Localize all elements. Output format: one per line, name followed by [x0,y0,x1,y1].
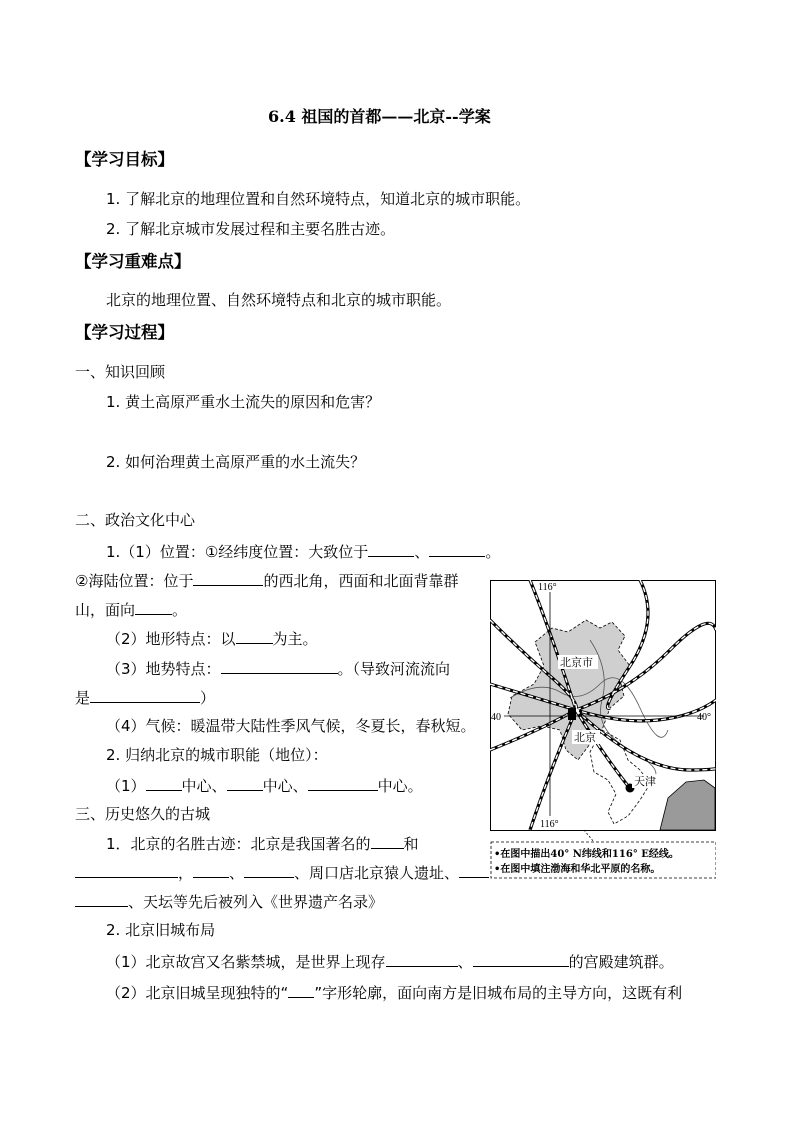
process-heading: 【学习过程】 [75,323,174,342]
goal-item: 2. 了解北京城市发展过程和主要名胜古迹。 [106,220,396,238]
center-text: 中心、 [262,777,308,795]
terrain-line [106,628,318,649]
palace-line [106,951,674,972]
function-line: 2. 归纳北京的城市职能（地位）： [106,746,328,764]
answer-blank[interactable] [308,775,378,791]
page-title: 6.4 祖国的首都——北京--学案 [268,107,491,126]
period-text: 。 [172,601,188,619]
goal-item: 1. 了解北京的地理位置和自然环境特点，知道北京的城市职能。 [106,190,531,208]
part2-heading: 二、政治文化中心 [75,511,196,529]
answer-blank[interactable] [236,628,273,644]
location-line [106,541,500,562]
key-points-text: 北京的地理位置、自然环境特点和北京的城市职能。 [106,291,452,309]
separator-text: 、 [414,543,430,561]
answer-blank[interactable] [244,862,294,878]
sites-line-3 [75,891,383,912]
answer-blank[interactable] [193,570,263,586]
lat-label-left: 40 [491,712,501,723]
answer-blank[interactable] [146,775,182,791]
answer-blank[interactable] [459,862,489,878]
goals-heading: 【学习目标】 [75,150,174,169]
period-text: 。 [485,543,501,561]
answer-blank[interactable] [473,951,569,967]
sea-land-text: ②海陆位置：位于 [75,572,194,590]
answer-blank[interactable] [227,775,263,791]
answer-blank[interactable] [368,541,414,557]
climate-line: （4）气候：暖温带大陆性季风气候，冬夏长，春秋短。 [106,717,476,735]
lat-label-right: 40° [697,712,711,723]
answer-blank[interactable] [386,951,458,967]
palace-text: （1）北京故宫又名紫禁城，是世界上现存 [106,953,386,971]
facing-text: 山，面向 [75,601,136,619]
lon-label-top: 116° [538,582,557,593]
answer-blank[interactable] [429,541,485,557]
review-question-1: 1. 黄土高原严重水土流失的原因和危害？ [106,393,381,411]
center-text: 中心。 [377,777,423,795]
note-line: •在图中描出40° N纬线和116° E经线。 [494,849,679,860]
heritage-text: 、天坛等先后被列入《世界遗产名录》 [128,893,384,911]
river-text-2: ） [200,689,216,707]
river-line [75,687,215,708]
slope-text: （3）地势特点： [106,660,221,678]
answer-blank[interactable] [90,687,200,703]
answer-blank[interactable] [135,599,172,615]
part3-heading: 三、历史悠久的古城 [75,805,211,823]
note-pointer [584,830,594,842]
sites-line-1 [106,833,419,854]
answer-blank[interactable] [75,891,128,907]
note-line: •在图中填注渤海和华北平原的名称。 [494,864,661,875]
answer-blank[interactable] [75,862,178,878]
river-text: 是 [75,689,91,707]
center-text: 中心、 [181,777,227,795]
palace-text-2: 的宫殿建筑群。 [568,953,674,971]
label-beijing-municipality: 北京市 [560,656,593,669]
sites-line-2 [75,862,489,883]
terrain-text: （2）地形特点：以 [106,630,236,648]
answer-blank[interactable] [221,658,338,674]
center-line [106,775,423,796]
part1-heading: 一、知识回顾 [75,363,166,381]
lon-label-bottom: 116° [540,819,559,830]
layout-line [106,982,682,1003]
layout-text: （2）北京旧城呈现独特的“ [106,984,289,1002]
slope-line [106,658,450,679]
facing-line [75,599,187,620]
key-points-heading: 【学习重难点】 [75,252,191,271]
terrain-text-2: 为主。 [272,630,318,648]
beijing-map [490,580,716,880]
label-beijing: 北京 [574,731,596,744]
comma-text: ， [178,864,194,882]
label-tianjin: 天津 [634,775,656,788]
answer-blank[interactable] [193,862,229,878]
sea-land-text-2: 的西北角，西面和北面背靠群 [263,572,459,590]
old-city-heading: 2. 北京旧城布局 [106,921,216,939]
location-text: 1.（1）位置：①经纬度位置：大致位于 [106,543,369,561]
answer-blank[interactable] [288,982,314,998]
separator-text: 、 [457,953,473,971]
answer-blank[interactable] [371,833,404,849]
review-question-2: 2. 如何治理黄土高原严重的水土流失？ [106,453,366,471]
slope-text-2: 。（导致河流流向 [337,660,451,678]
sea-land-line [75,570,458,591]
sites-text: 1．北京的名胜古迹：北京是我国著名的 [106,835,371,853]
sites-text-2: 和 [403,835,419,853]
sites-text-3: 、周口店北京猿人遗址、 [294,864,460,882]
layout-text-2: ”字形轮廓，面向南方是旧城布局的主导方向，这既有利 [314,984,683,1002]
center-text: （1） [106,777,146,795]
separator-text: 、 [229,864,245,882]
beijing-marker [568,708,576,720]
